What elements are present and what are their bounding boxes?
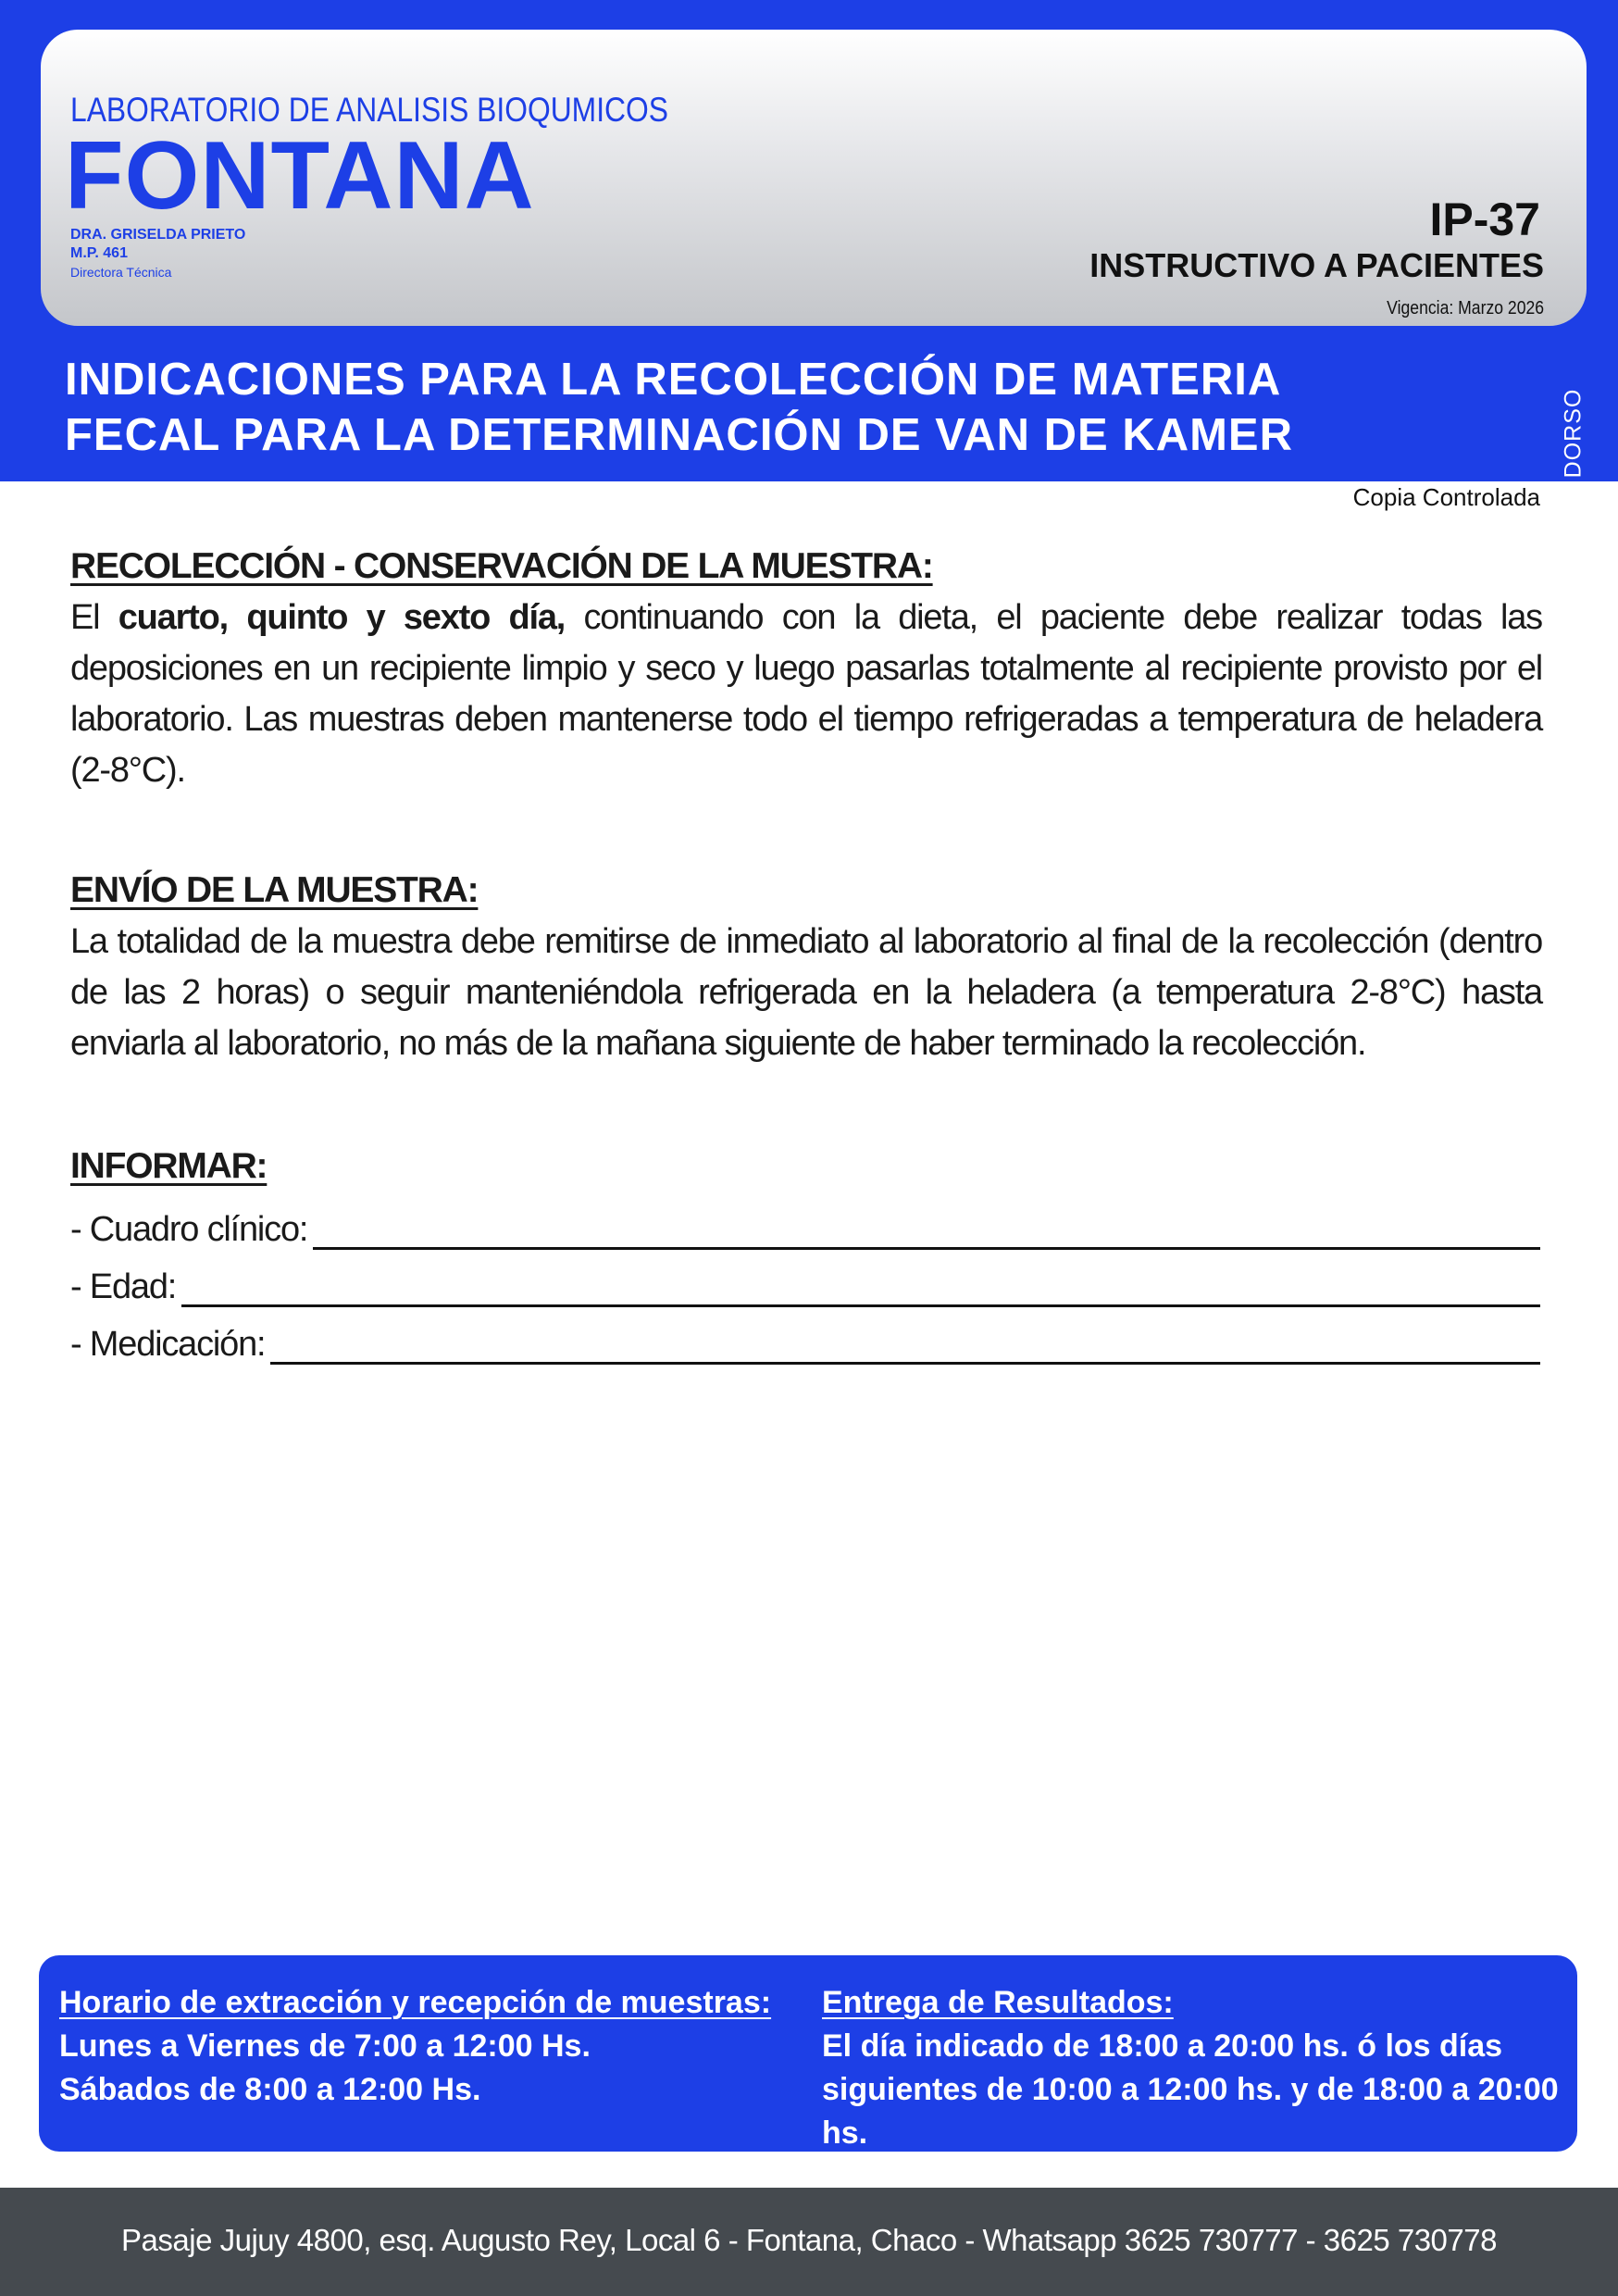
document-validity: Vigencia: Marzo 2026 — [1387, 298, 1544, 318]
footer-bar — [0, 2188, 1618, 2296]
field-label: - Edad: — [70, 1267, 177, 1306]
brand-logo-text: FONTANA — [65, 122, 535, 230]
director-name: DRA. GRISELDA PRIETO — [70, 227, 246, 243]
results-delivery-title: Entrega de Resultados: — [822, 1985, 1174, 2020]
section-informar — [70, 1141, 1542, 1365]
field-medicacion[interactable] — [70, 1307, 1540, 1365]
results-delivery-line2: siguientes de 10:00 a 12:00 hs. y de 18:00 a 20:00 hs. — [822, 2072, 1559, 2151]
extraction-hours — [59, 1981, 771, 2112]
field-label: - Medicación: — [70, 1325, 266, 1364]
page-title — [65, 352, 1509, 463]
page-title-line1: INDICACIONES PARA LA RECOLECCIÓN DE MATERIA — [65, 355, 1282, 405]
document-type: INSTRUCTIVO A PACIENTES — [1089, 246, 1544, 284]
director-role: Directora Técnica — [70, 265, 172, 280]
section-heading: ENVÍO DE LA MUESTRA: — [70, 870, 479, 910]
section-heading: INFORMAR: — [70, 1146, 268, 1186]
field-label: - Cuadro clínico: — [70, 1210, 308, 1249]
section-envio — [70, 865, 1542, 1069]
results-delivery-line1: El día indicado de 18:00 a 20:00 hs. ó los días — [822, 2028, 1503, 2064]
field-cuadro-clinico[interactable] — [70, 1192, 1540, 1250]
field-edad[interactable] — [70, 1250, 1540, 1307]
director-info — [70, 226, 245, 281]
section-body: La totalidad de la muestra debe remitirse de inmediato al laboratorio al final de la recolección (dentro de las 2 horas) o seguir manteniéndola refrigerada en la heladera (a temperatura 2-8°C) hasta enviarla al laboratorio, no más de la mañana siguiente de haber terminado la recolección. — [70, 922, 1542, 1063]
field-input-line[interactable] — [181, 1262, 1540, 1307]
section-body: El cuarto, quinto y sexto día, continuando con la dieta, el paciente debe realizar todas las deposiciones en un recipiente limpio y seco y luego pasarlas totalmente al recipiente provisto por el laboratorio. Las muestras deben mantenerse todo el tiempo refrigeradas a temperatura de heladera (2-8°C). — [70, 598, 1542, 790]
director-mp: M.P. 461 — [70, 245, 128, 261]
field-input-line[interactable] — [313, 1204, 1540, 1250]
footer-address: Pasaje Jujuy 4800, esq. Augusto Rey, Local 6 - Fontana, Chaco - Whatsapp 3625 730777 - 3625 730778 — [121, 2223, 1497, 2257]
extraction-saturday: Sábados de 8:00 a 12:00 Hs. — [59, 2072, 481, 2107]
results-delivery — [822, 1981, 1577, 2155]
section-heading: RECOLECCIÓN - CONSERVACIÓN DE LA MUESTRA: — [70, 546, 933, 586]
section-recoleccion — [70, 541, 1542, 796]
controlled-copy-label: Copia Controlada — [1352, 483, 1540, 511]
lab-name: LABORATORIO DE ANALISIS BIOQUMICOS — [70, 91, 668, 129]
document-code: IP-37 — [1429, 193, 1540, 245]
emphasis-days: cuarto, quinto y sexto día, — [118, 598, 566, 637]
hours-box — [39, 1955, 1577, 2152]
extraction-hours-title: Horario de extracción y recepción de muestras: — [59, 1985, 772, 2020]
extraction-weekdays: Lunes a Viernes de 7:00 a 12:00 Hs. — [59, 2028, 591, 2064]
side-label: DORSO — [1560, 388, 1587, 479]
field-input-line[interactable] — [270, 1319, 1540, 1365]
page-title-line2: FECAL PARA LA DETERMINACIÓN DE VAN DE KAMER — [65, 410, 1294, 460]
